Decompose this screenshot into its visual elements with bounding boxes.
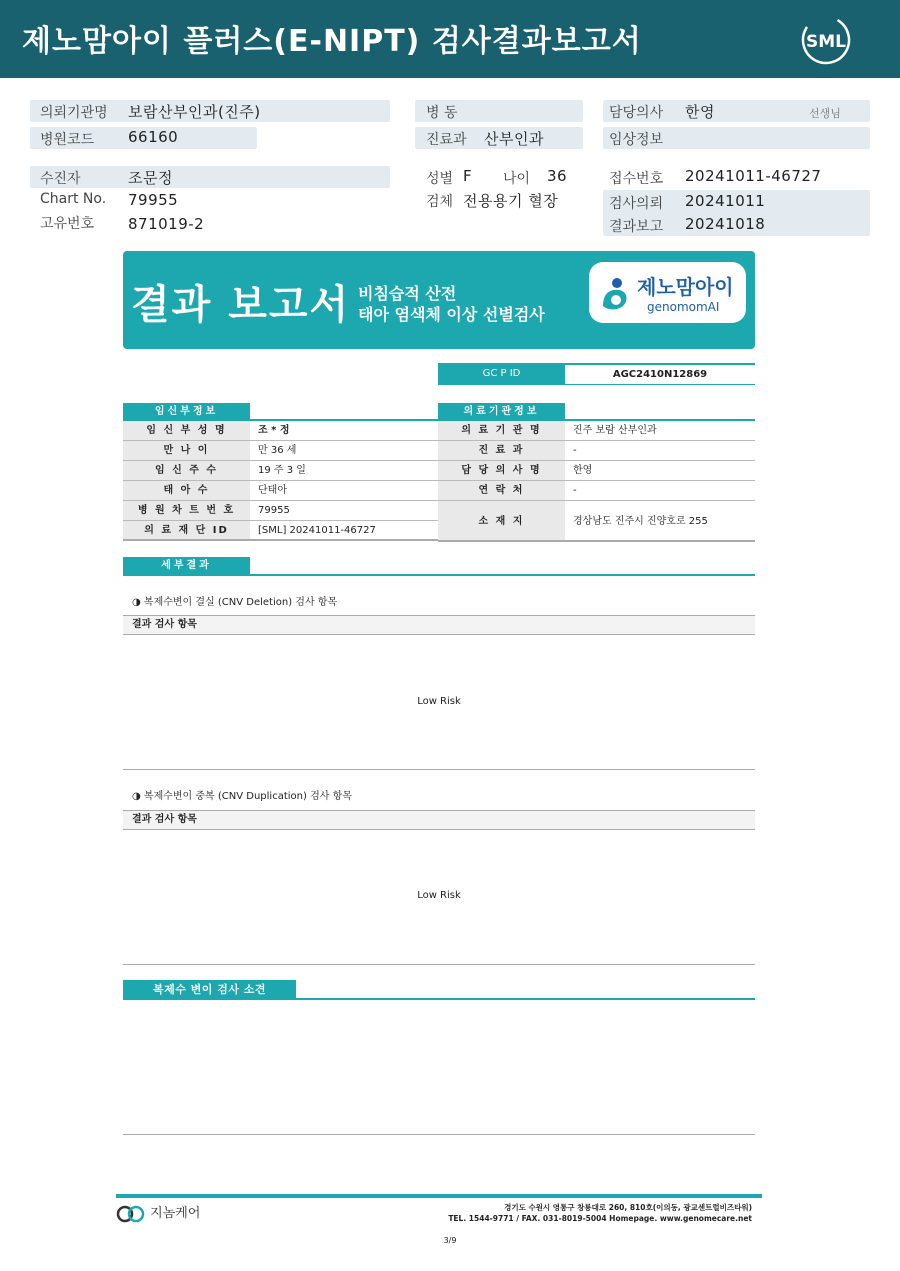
gcpid-label: GC P ID [438, 363, 565, 385]
gcpid-value: AGC2410N12869 [565, 363, 755, 385]
institution-info-tab: 의료기관정보 [438, 403, 565, 421]
row-value: - [573, 485, 577, 496]
unique-value: 871019-2 [128, 215, 205, 233]
report-label: 결과보고 [609, 219, 664, 235]
table-row [123, 421, 438, 441]
result-banner [123, 251, 755, 349]
row-value: 19 주 3 일 [258, 465, 306, 476]
footer-company: 지놈케어 [150, 1206, 201, 1221]
row-label: 의 료 기 관 명 [438, 421, 565, 440]
footer-line [116, 1194, 762, 1198]
age-label: 나이 [503, 171, 531, 187]
duplication-header: 결과 검사 항목 [123, 810, 755, 830]
patient-label: 수진자 [40, 171, 81, 187]
table-row [123, 521, 438, 541]
institution-value: 보람산부인과(진주) [128, 103, 261, 121]
footer-logo [116, 1202, 200, 1223]
duplication-divider [123, 964, 755, 965]
deletion-result: Low Risk [417, 696, 461, 707]
row-value: - [573, 445, 577, 456]
report-title: 제노맘아이 플러스(E-NIPT) 검사결과보고서 [22, 24, 642, 59]
deletion-divider [123, 769, 755, 770]
genomom-logo [589, 262, 746, 323]
row-label: 소 재 지 [438, 501, 565, 540]
hospital-code-label: 병원코드 [40, 132, 95, 148]
table-row [438, 481, 755, 501]
specimen-label: 검체 [426, 194, 454, 210]
opinion-tab: 복제수 변이 검사 소견 [123, 980, 296, 1000]
detail-tab: 세부결과 [123, 557, 250, 575]
row-label: 진 료 과 [438, 441, 565, 460]
detail-line [123, 574, 755, 576]
banner-subtitle-1: 비침습적 산전 [358, 284, 457, 303]
row-label: 연 락 처 [438, 481, 565, 500]
banner-title: 결과 보고서 [131, 282, 351, 328]
row-value: 경상남도 진주시 진양호로 255 [573, 516, 708, 527]
sml-logo-icon [800, 14, 852, 66]
table-row [438, 441, 755, 461]
table-row [438, 421, 755, 441]
table-row [123, 441, 438, 461]
unique-label: 고유번호 [40, 216, 95, 232]
deletion-header: 결과 검사 항목 [123, 615, 755, 635]
opinion-line [123, 998, 755, 1000]
patient-box [30, 166, 390, 188]
table-row [123, 461, 438, 481]
institution-info-table [438, 421, 755, 542]
request-label: 검사의뢰 [609, 196, 664, 212]
banner-subtitle-2: 태아 염색체 이상 선별검사 [358, 305, 545, 324]
specimen-value: 전용용기 혈장 [463, 192, 559, 210]
table-row [123, 501, 438, 521]
row-value: 진주 보람 산부인과 [573, 425, 657, 436]
row-value: [SML] 20241011-46727 [258, 525, 376, 536]
table-row [123, 481, 438, 501]
sex-label: 성별 [426, 171, 454, 187]
report-value: 20241018 [685, 215, 766, 233]
row-value: 단태아 [258, 485, 287, 496]
doctor-value: 한영 [685, 103, 715, 121]
row-value: 한영 [573, 465, 593, 476]
row-label: 임 신 부 성 명 [123, 421, 250, 440]
deletion-title: ◑ 복제수변이 결실 (CNV Deletion) 검사 항목 [132, 597, 338, 608]
footer-address-line-2: TEL. 1544-9771 / FAX. 031-8019-5004 Homepage. www.genomecare.net [448, 1214, 752, 1223]
row-label: 담 당 의 사 명 [438, 461, 565, 480]
dept-label: 진료과 [426, 132, 467, 148]
chart-label: Chart No. [40, 191, 107, 207]
pregnant-info-tab: 임신부정보 [123, 403, 250, 421]
footer-address [380, 1202, 752, 1224]
dept-value: 산부인과 [484, 130, 544, 148]
clinical-label: 임상정보 [609, 132, 664, 148]
row-label: 의 료 재 단 ID [123, 521, 250, 539]
page-number: 3/9 [443, 1236, 457, 1245]
footer-address-line-1: 경기도 수원시 영통구 창룡대로 260, 810호(이의동, 광교센트럴비즈타워) [504, 1203, 752, 1212]
sml-logo-text: SML [806, 32, 846, 52]
duplication-result: Low Risk [417, 890, 461, 901]
opinion-divider [123, 1134, 755, 1135]
row-value: 만 36 세 [258, 445, 297, 456]
genomom-logo-ko: 제노맘아이 [637, 275, 734, 299]
receipt-value: 20241011-46727 [685, 167, 822, 185]
doctor-suffix: 선생님 [809, 107, 841, 120]
row-label: 병 원 차 트 번 호 [123, 501, 250, 520]
receipt-label: 접수번호 [609, 171, 664, 187]
ward-label: 병 동 [426, 105, 458, 121]
sex-value: F [463, 167, 473, 185]
genomecare-logo-icon [116, 1205, 146, 1223]
chart-value: 79955 [128, 191, 179, 209]
row-label: 태 아 수 [123, 481, 250, 500]
row-label: 만 나 이 [123, 441, 250, 460]
row-label: 임 신 주 수 [123, 461, 250, 480]
doctor-label: 담당의사 [609, 105, 664, 121]
request-value: 20241011 [685, 192, 766, 210]
row-value: 79955 [258, 505, 290, 516]
hospital-code-value: 66160 [128, 128, 179, 146]
report-header-bar [0, 0, 900, 78]
table-row [438, 501, 755, 542]
duplication-title: ◑ 복제수변이 중복 (CNV Duplication) 검사 항목 [132, 791, 352, 802]
pregnant-info-table [123, 421, 438, 541]
table-row [438, 461, 755, 481]
genomom-logo-en: genomomAI [647, 300, 720, 314]
genomom-mother-icon [597, 276, 633, 312]
patient-value: 조문정 [128, 169, 173, 187]
institution-label: 의뢰기관명 [40, 105, 108, 121]
row-value: 조 * 정 [258, 425, 290, 436]
age-value: 36 [547, 167, 568, 185]
